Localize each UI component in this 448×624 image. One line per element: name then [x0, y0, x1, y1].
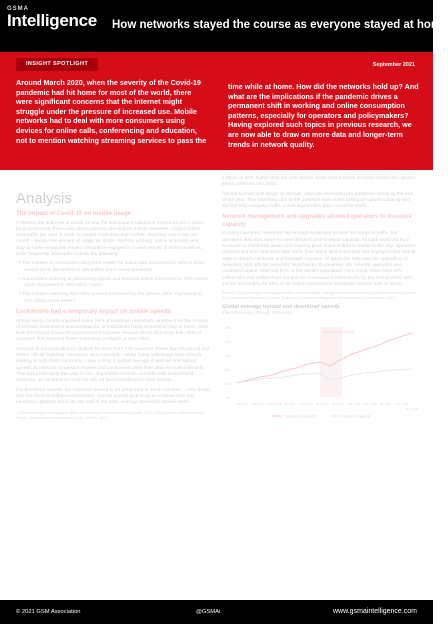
- insight-spotlight-tag: INSIGHT SPOTLIGHT: [16, 58, 98, 71]
- footer-bar: [0, 600, 433, 624]
- paragraph: For download speeds, the reduction proved to be temporary in most countries – even those with low fixed broadband penetration, speeds quickly picked up to continue their pre-pandemic upwards trend. By the end of the year, average download speeds were: [16, 387, 210, 406]
- paragraph: Almost every country imposed some form of lockdown restriction, whether it be the closure of schools, businesses and workplaces, or individuals being required to stay at home. Data from the Oxford Covid-19 Government Response Tracker shows that more than 90% of countries first imposed these restrictions in March or April 2020.: [16, 318, 209, 343]
- x-tick: Nov 2019: [316, 402, 329, 407]
- x-tick: Jan 2019: [236, 402, 249, 407]
- logo-gsma-text: GSMA: [7, 6, 29, 12]
- page-title: How networks stayed the course as everyone stayed at home: [112, 19, 448, 31]
- y-tick: 120: [224, 353, 231, 359]
- hero-text-right: time while at home. How did the networks hold up? And what are the implications if the pandemic drives a permanent shift in working and online consumption patterns, especially for operators and policymakers? Having explored such topics in previous research, we are now able to draw on more data and longer-term trends in network quality.: [228, 82, 419, 149]
- y-tick: 140: [224, 325, 231, 331]
- logo-intelligence-text: Intelligence: [7, 11, 97, 30]
- hero-intro-panel: [0, 52, 433, 170]
- right-column: [222, 170, 419, 426]
- chart-source-note: Source: GSMA Intelligence analysis, based on Speedtest® Intelligence data provided by Ookla® and Oxford Covid-19 Government Response Tracker. Based on Speedtest Intelligence data accessed in September 2021.: [222, 291, 416, 301]
- section-title-network-management: Network management and upgrades allowed operators to increase capacity: [222, 214, 412, 228]
- bullet-item: • The number watching free video content increased by 9% versus 2019, equivalent to 270 million more users.²: [19, 292, 202, 304]
- x-tick: Nov 2020: [406, 407, 419, 412]
- x-tick: Jan 2020: [332, 402, 345, 407]
- chart-subtitle: Internet speeds (January 2019=100): [222, 310, 293, 316]
- bullet-item: • The number of consumers using their mobile for video calls increased by 15% in 2020 versus 2019, equivalent to 440 million more users worldwide.: [19, 261, 205, 273]
- paragraph: Following the outbreak of Covid-19 and the subsequent mitigation measures put in place by governments, there was unprecedented demand on mobile networks. Global mobile data traffic per user in 2020 increased more than ever before, reaching over 6 GB per month – double the amount of usage for 2018.¹ Remote working, online schooling and stay-at-home measures meant consumers engaged in a wide variety of online activities, more frequently. Examples include the following:: [16, 220, 204, 257]
- hero-text-left: Around March 2020, when the severity of the Covid-19 pandemic had hit home for most of the world, there were significant concerns that the internet might struggle under the pressure of increased use. Mobile networks had to deal with more consumers using devices for online calls, conferencing and education, not to mention watching streaming services to pass the: [16, 78, 207, 145]
- website-link[interactable]: www.gsmaintelligence.com: [332, 608, 417, 615]
- faded-body-content: [0, 170, 433, 600]
- chart-annotation: Start of lockdowns: [323, 330, 355, 335]
- chart-title: Global average upload and download speeds: [222, 304, 340, 311]
- bullet-item: • Subscribers ordering or purchasing goods and services online increased by 10% versus 2019, equivalent to 300 million users.: [19, 276, 209, 289]
- twitter-handle-link[interactable]: @GSMAi: [196, 609, 221, 615]
- paragraph: Analysis of data provided by Ookla® for more than 170 countries shows that the period just before official lockdown measures were imposed – when many individuals were already starting to lock down voluntarily – saw a drop in global average download and upload speeds as network congestion soared and consumers used their devices more intensely. This was particularly the case in low- and middle-income countries with limited fixed networks, as consumers could not rely on fixed broadband in their homes.: [16, 346, 210, 384]
- left-column: [16, 170, 210, 421]
- x-tick: May 2020: [364, 402, 378, 407]
- speed-line-chart: [222, 317, 419, 421]
- legend-download-label: Download speeds: [284, 413, 316, 419]
- x-tick: Sep 2019: [300, 402, 313, 407]
- x-tick: Sep 2020: [396, 402, 409, 407]
- y-tick: 100: [224, 381, 231, 387]
- x-tick: Mar 2020: [348, 402, 361, 407]
- analysis-heading: Analysis: [16, 190, 72, 207]
- y-tick: 90: [226, 395, 231, 401]
- header-bar: [0, 0, 448, 52]
- publication-date: September 2021: [372, 62, 415, 68]
- paragraph: Upload speeds took longer to recover, only just exceeding pre-pandemic levels by the end of the year. This was likely due to the pressure from video calling on upload capacity and the fact that everyday traffic is less asymmetric than consumer traffic.: [222, 191, 413, 210]
- legend-upload-label: Upload speeds: [344, 413, 371, 419]
- gsma-intelligence-logo[interactable]: [7, 6, 97, 29]
- y-tick: 110: [224, 367, 231, 373]
- paragraph: 4 Mbps or 20% higher than the year before. More recent Ookla analysis shows this upward trend continued into 2021.: [222, 176, 415, 188]
- paragraph: In many countries, networks had enough headroom to meet the surge in traffic, but operators also took steps to meet demand and increase capacity. As work switched from business to residential areas and evening peak hours shifted to earlier in the day, operators redistributed and optimised data traffic flow. Many also expanded and deployed new mobile sites to densify networks and increase capacity. Of particular note was the upgrading of networks, with 101 5G networks launched in 40 countries. 4G network upgrades also continued apace, reaching 87% of the world's population. As a result, there were 475 million and 225 million more 4G and 5G connections respectively by the end of 2020, with 4G/5G accounting for 68% of all mobile connections worldwide (versus 62% in 2019).: [222, 231, 416, 287]
- footnotes: ¹ GSMA Intelligence analysis of data sourced from Ericsson Mobility Report, 2021 ² 2020 Mobile Industry Impact Report: Sustainable Development Goals, GSMA, 2021: [16, 411, 204, 421]
- x-tick: Mar 2019: [252, 402, 265, 407]
- section-title-covid-usage: The impact of Covid-19 on mobile usage: [16, 211, 132, 217]
- x-tick: Jul 2019: [284, 402, 296, 407]
- y-tick: 130: [224, 339, 231, 345]
- section-title-lockdowns: Lockdowns had a temporary impact on mobile speeds: [16, 309, 171, 316]
- copyright-text: © 2021 GSM Association: [16, 609, 81, 615]
- x-tick: Jul 2020: [380, 402, 392, 407]
- lockdown-period-highlight: [320, 327, 342, 397]
- x-tick: May 2019: [268, 402, 282, 407]
